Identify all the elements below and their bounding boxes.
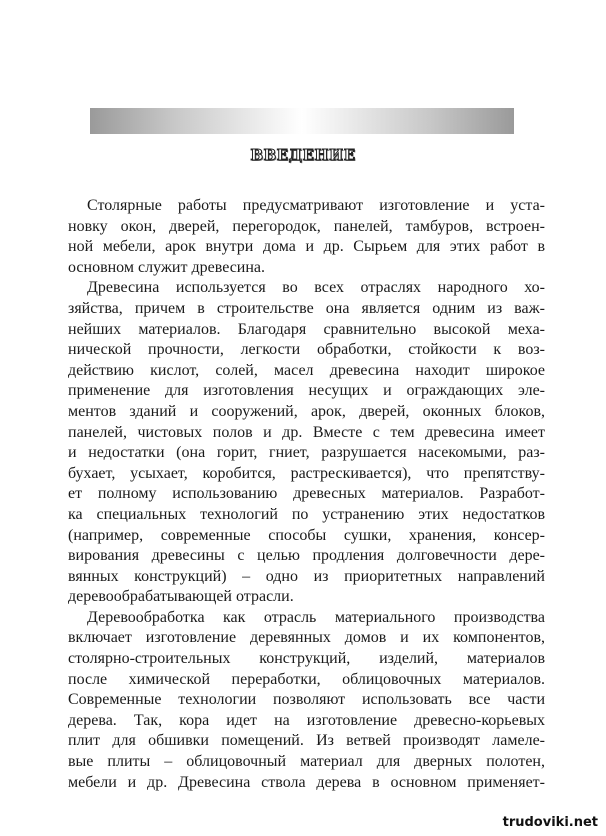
text-line: панелей, чистовых полов и др. Вместе с тем древесина имеет (68, 423, 545, 441)
text-line: плит для обшивки помещений. Из ветвей производят ламеле- (68, 732, 545, 750)
text-line: вянных конструкций) – одно из приоритетных направлений (68, 567, 545, 585)
text-line: столярно-строительных конструкций, изделий, материалов (68, 650, 545, 668)
text-line: нической прочности, легкости обработки, стойкости к воз- (68, 341, 545, 359)
text-line: бухает, усыхает, коробится, растрескивается), что препятству- (68, 464, 545, 482)
text-line: ментов зданий и сооружений, арок, дверей, оконных блоков, (68, 402, 545, 420)
text-line: вирования древесины с целью продления долговечности дере- (68, 547, 545, 565)
text-line: нейших материалов. Благодаря сравнительно высокой меха- (68, 320, 545, 338)
header-decoration-bar (90, 108, 514, 134)
text-line: ет полному использованию древесных материалов. Разработ- (68, 485, 545, 503)
text-line: после химической переработки, облицовочных материалов. (68, 670, 545, 688)
text-line: (например, современные способы сушки, хранения, консер- (68, 526, 545, 544)
text-line: Деревообработка как отрасль материального производства (87, 608, 545, 626)
paragraph (68, 278, 545, 608)
page-title: ВВЕДЕНИЕ (250, 146, 356, 164)
text-line: ка специальных технологий по устранению этих недостатков (68, 505, 545, 523)
text-line: основном служит древесина. (68, 258, 266, 276)
text-line: мебели и др. Древесина ствола дерева в основном применяет- (68, 773, 545, 791)
paragraph (68, 608, 545, 793)
text-line: действию кислот, солей, масел древесина находит широкое (68, 361, 545, 379)
site-watermark: trudoviki.net (502, 815, 598, 830)
paragraph (68, 196, 545, 278)
text-line: Столярные работы предусматривают изготовление и уста- (87, 197, 545, 214)
text-line: и недостатки (она горит, гниет, разрушается насекомыми, раз- (68, 444, 545, 462)
body-text (68, 196, 545, 793)
text-line: зяйства, причем в строительстве она является одним из важ- (68, 299, 545, 317)
text-line: новку окон, дверей, перегородок, панелей, тамбуров, встроен- (68, 217, 545, 235)
text-line: вые плиты – облицовочный материал для дверных полотен, (68, 753, 545, 771)
text-line: Древесина используется во всех отраслях народного хо- (87, 279, 545, 297)
text-line: ной мебели, арок внутри дома и др. Сырьем для этих работ в (68, 238, 545, 256)
text-line: деревообрабатывающей отрасли. (68, 588, 294, 606)
text-line: включает изготовление деревянных домов и их компонентов, (68, 629, 545, 647)
text-line: Современные технологии позволяют использовать все части (68, 691, 545, 709)
text-line: дерева. Так, кора идет на изготовление древесно-корьевых (68, 711, 545, 729)
text-line: применение для изготовления несущих и ограждающих эле- (68, 382, 545, 400)
